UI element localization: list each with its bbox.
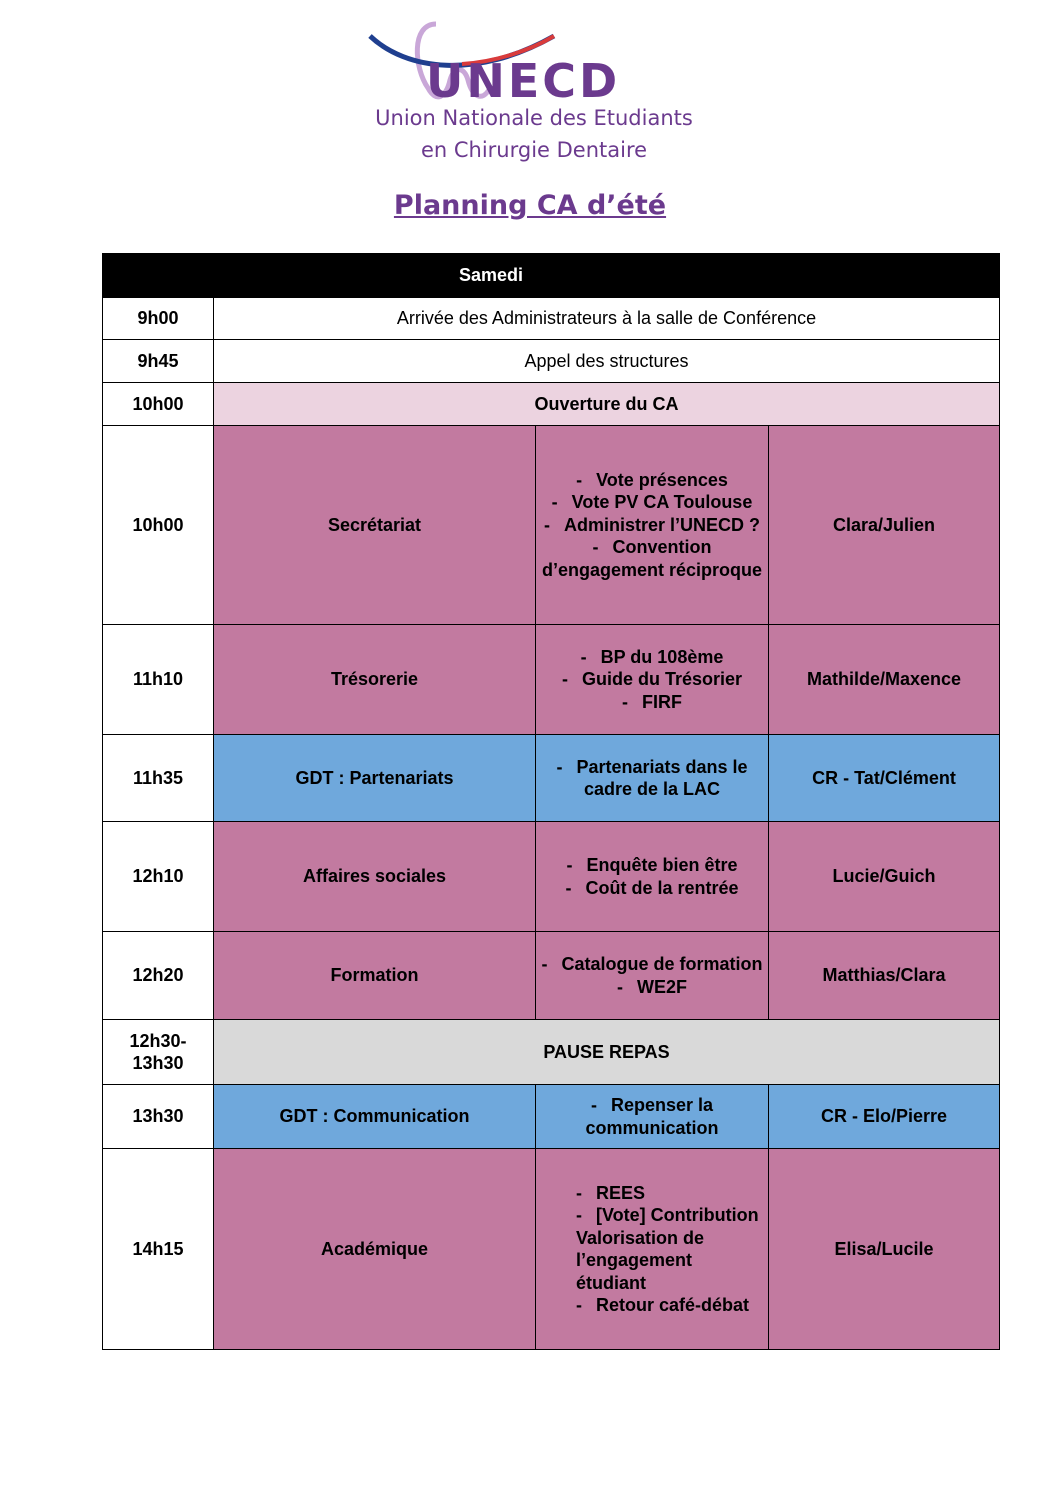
table-row [103, 822, 1000, 932]
row-text: Appel des structures [214, 340, 1000, 383]
list-item: - Administrer l’UNECD ? [543, 514, 761, 535]
list-item: - Partenariats dans le cadre de la LAC [556, 756, 748, 799]
row-people: Matthias/Clara [769, 932, 1000, 1020]
table-header-row [103, 254, 1000, 298]
row-time: 11h10 [103, 625, 214, 735]
list-item: - Vote PV CA Toulouse [551, 492, 753, 513]
table-row [103, 1020, 1000, 1085]
row-time: 12h10 [103, 822, 214, 932]
row-topic: GDT : Communication [214, 1085, 536, 1149]
row-text: PAUSE REPAS [214, 1020, 1000, 1085]
schedule-table [102, 253, 1000, 1350]
row-topic: Trésorerie [214, 625, 536, 735]
unecd-logo [366, 18, 702, 166]
list-item: - Convention d’engagement réciproque [541, 537, 763, 580]
row-points [536, 822, 769, 932]
list-item: - [Vote] Contribution Valorisation de l’engagement étudiant [576, 1205, 759, 1293]
row-points [536, 625, 769, 735]
row-people: Mathilde/Maxence [769, 625, 1000, 735]
page-title: Planning CA d’été [393, 190, 667, 221]
table-row [103, 298, 1000, 340]
list-item: - Retour café-débat [576, 1295, 750, 1315]
row-time: 10h00 [103, 426, 214, 625]
list-item: - FIRF [622, 691, 682, 712]
day-header: Samedi [214, 254, 769, 298]
row-points [536, 1085, 769, 1149]
row-time: 11h35 [103, 735, 214, 822]
table-row [103, 383, 1000, 426]
list-item: - Catalogue de formation [541, 954, 763, 974]
logo-line-1: Union Nationale des Etudiants [375, 106, 693, 130]
table-row [103, 1149, 1000, 1350]
row-text: Arrivée des Administrateurs à la salle de Conférence [214, 298, 1000, 340]
row-time: 12h20 [103, 932, 214, 1020]
row-people: CR - Tat/Clément [769, 735, 1000, 822]
row-topic: Secrétariat [214, 426, 536, 625]
row-points [536, 932, 769, 1020]
row-time: 9h00 [103, 298, 214, 340]
list-item: - BP du 108ème [580, 646, 724, 667]
table-row [103, 340, 1000, 383]
logo-wordmark: UNECD [426, 54, 621, 108]
table-row [103, 625, 1000, 735]
table-row [103, 1085, 1000, 1149]
row-topic: GDT : Partenariats [214, 735, 536, 822]
row-time: 9h45 [103, 340, 214, 383]
row-people: Lucie/Guich [769, 822, 1000, 932]
list-item: - Guide du Trésorier [561, 669, 743, 690]
table-row [103, 426, 1000, 625]
row-time: 14h15 [103, 1149, 214, 1350]
row-points [536, 735, 769, 822]
row-topic: Affaires sociales [214, 822, 536, 932]
row-time: 13h30 [103, 1085, 214, 1149]
list-item: - Repenser la communication [585, 1095, 719, 1138]
list-item: - Enquête bien être [566, 855, 738, 875]
row-people: Elisa/Lucile [769, 1149, 1000, 1350]
row-people: CR - Elo/Pierre [769, 1085, 1000, 1149]
table-row [103, 735, 1000, 822]
list-item: - WE2F [616, 976, 687, 997]
list-item: - Coût de la rentrée [565, 877, 739, 898]
row-topic: Académique [214, 1149, 536, 1350]
row-time: 10h00 [103, 383, 214, 426]
row-points [536, 1149, 769, 1350]
row-points [536, 426, 769, 625]
list-item: - REES [576, 1182, 646, 1203]
list-item: - Vote présences [576, 469, 728, 490]
row-text: Ouverture du CA [214, 383, 1000, 426]
table-row [103, 932, 1000, 1020]
row-people: Clara/Julien [769, 426, 1000, 625]
row-topic: Formation [214, 932, 536, 1020]
row-time: 12h30-13h30 [103, 1020, 214, 1085]
logo-line-2: en Chirurgie Dentaire [420, 138, 648, 162]
